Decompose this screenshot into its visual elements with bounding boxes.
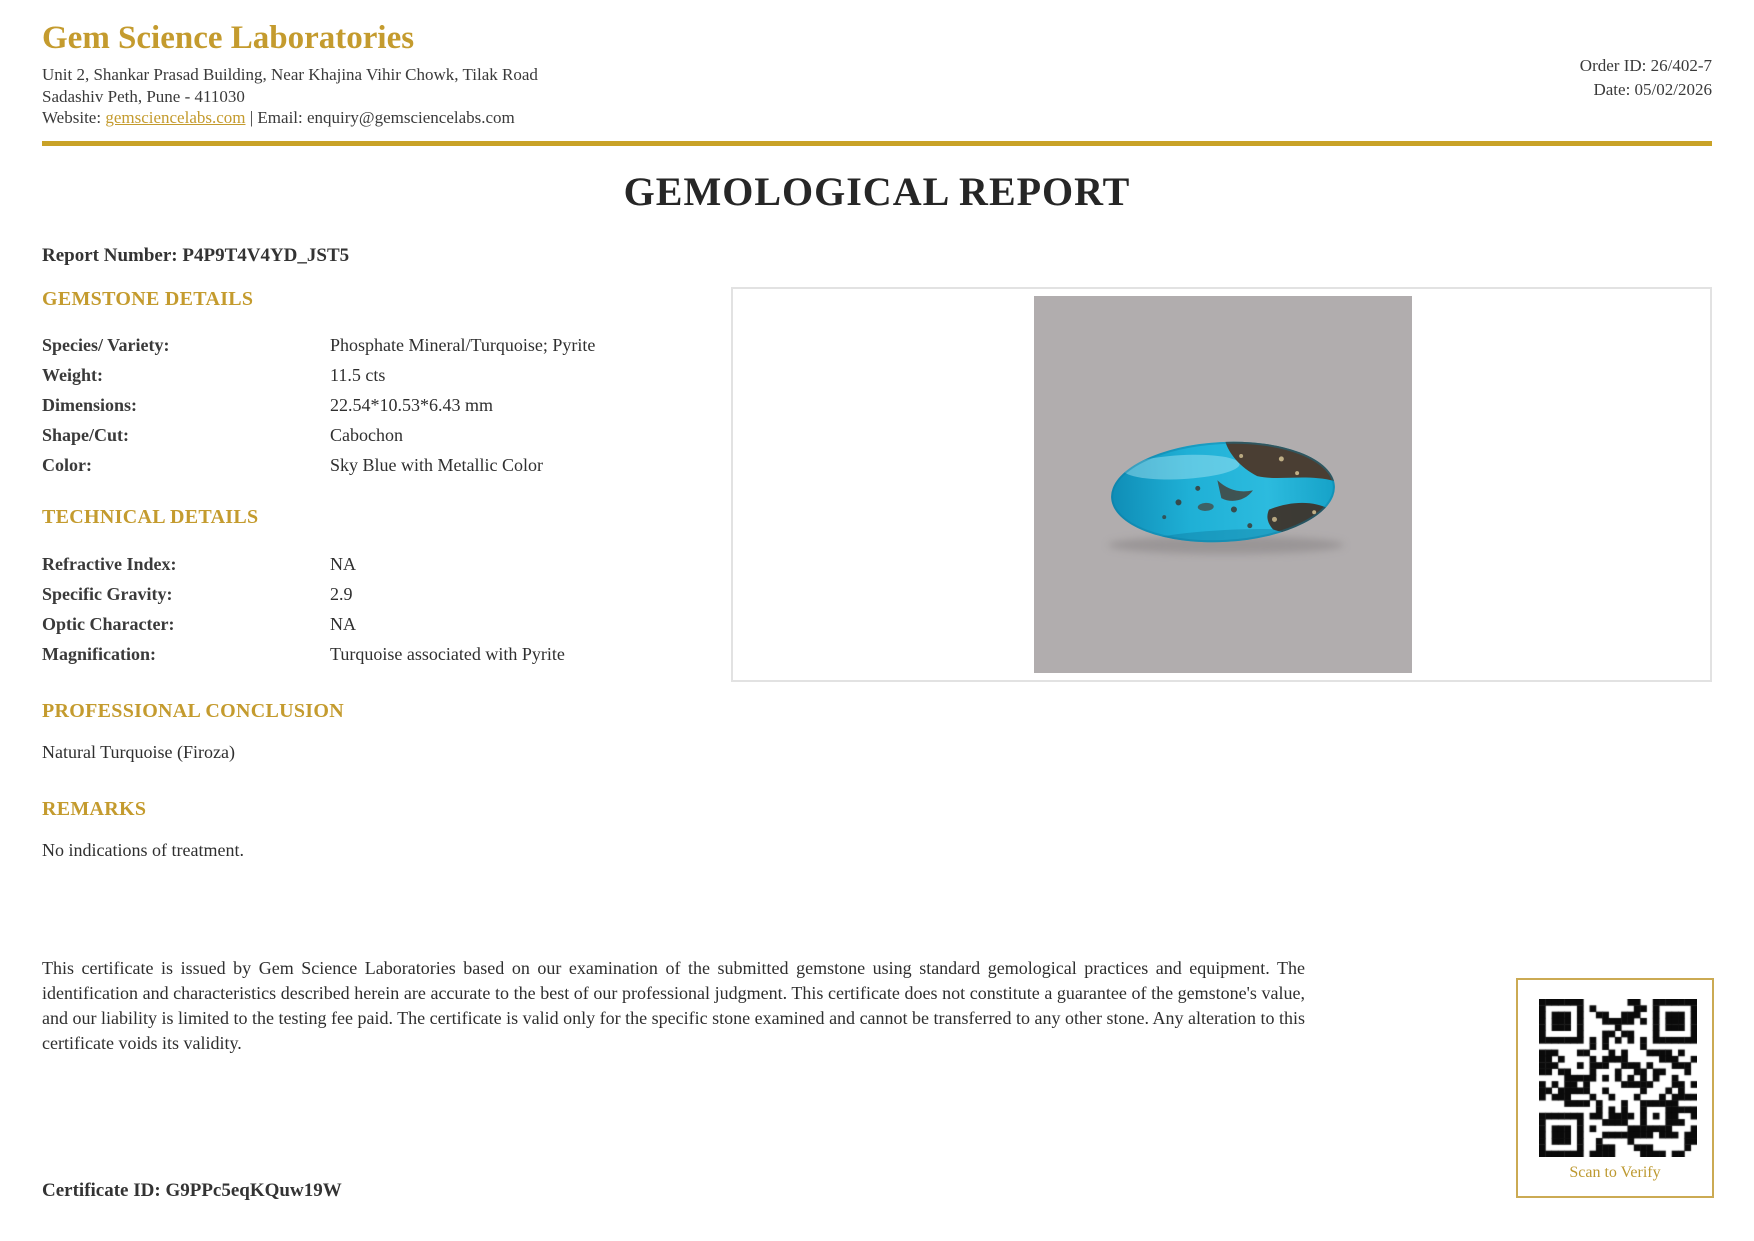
table-row bbox=[42, 639, 565, 669]
company-name: Gem Science Laboratories bbox=[42, 20, 415, 56]
gem-image bbox=[1034, 296, 1412, 673]
row-label: Optic Character: bbox=[42, 614, 175, 634]
gemstone-details-heading: GEMSTONE DETAILS bbox=[42, 288, 254, 310]
row-label: Shape/Cut: bbox=[42, 425, 130, 445]
report-number bbox=[42, 245, 349, 267]
certificate-id bbox=[42, 1180, 342, 1202]
report-date: Date: 05/02/2026 bbox=[1593, 80, 1712, 99]
address-line-2: Sadashiv Peth, Pune - 411030 bbox=[42, 86, 245, 106]
report-number-label: Report Number: bbox=[42, 245, 178, 266]
row-label: Magnification: bbox=[42, 644, 156, 664]
table-row bbox=[42, 330, 595, 360]
row-value: 2.9 bbox=[330, 584, 353, 604]
row-value: 11.5 cts bbox=[330, 365, 386, 385]
row-label: Specific Gravity: bbox=[42, 584, 173, 604]
gem-photo bbox=[1034, 296, 1412, 673]
certificate-id-value: G9PPc5eqKQuw19W bbox=[165, 1180, 342, 1201]
row-value: Sky Blue with Metallic Color bbox=[330, 455, 543, 475]
row-value: NA bbox=[330, 554, 356, 574]
email-value: enquiry@gemsciencelabs.com bbox=[307, 108, 515, 127]
address-line-1: Unit 2, Shankar Prasad Building, Near Khajina Vihir Chowk, Tilak Road bbox=[42, 65, 538, 84]
technical-details-table bbox=[42, 549, 565, 669]
remarks-text: No indications of treatment. bbox=[42, 840, 244, 860]
row-value: NA bbox=[330, 614, 356, 634]
gemstone-details-table bbox=[42, 330, 595, 480]
website-label: Website: bbox=[42, 108, 102, 127]
contact-separator: | bbox=[249, 108, 254, 127]
qr-caption: Scan to Verify bbox=[1569, 1164, 1661, 1181]
table-row bbox=[42, 579, 565, 609]
email-label: Email: bbox=[257, 108, 303, 127]
order-id: Order ID: 26/402-7 bbox=[1579, 56, 1712, 75]
row-value: Cabochon bbox=[330, 425, 403, 445]
row-label: Refractive Index: bbox=[42, 554, 177, 574]
contact-line bbox=[42, 107, 538, 129]
row-label: Dimensions: bbox=[42, 395, 138, 415]
table-row bbox=[42, 420, 595, 450]
company-address bbox=[42, 64, 538, 129]
row-value: 22.54*10.53*6.43 mm bbox=[330, 395, 494, 415]
disclaimer-text: This certificate is issued by Gem Science Laboratories based on our examination of the submitted gemstone using standard gemological practices and equipment. The identification and characteristics described herein are accurate to the best of our professional judgment. This certificate does not constitute a guarantee of the gemstone's value, and our liability is limited to the testing fee paid. The certificate is valid only for the specific stone examined and cannot be transferred to any other stone. Any alteration to this certificate voids its validity. bbox=[42, 958, 1305, 1053]
certificate-id-label: Certificate ID: bbox=[42, 1180, 161, 1201]
table-row bbox=[42, 609, 565, 639]
table-row bbox=[42, 360, 595, 390]
conclusion-heading: PROFESSIONAL CONCLUSION bbox=[42, 700, 344, 722]
remarks-heading: REMARKS bbox=[42, 798, 147, 820]
row-value: Phosphate Mineral/Turquoise; Pyrite bbox=[330, 335, 596, 355]
table-row bbox=[42, 390, 595, 420]
conclusion-text: Natural Turquoise (Firoza) bbox=[42, 742, 235, 762]
website-link[interactable]: gemsciencelabs.com bbox=[105, 108, 246, 127]
qr-verification-box bbox=[1516, 978, 1714, 1198]
row-label: Species/ Variety: bbox=[42, 335, 170, 355]
report-number-value: P4P9T4V4YD_JST5 bbox=[182, 245, 350, 266]
row-label: Weight: bbox=[42, 365, 103, 385]
order-info bbox=[1580, 54, 1712, 102]
header-divider bbox=[42, 141, 1712, 146]
table-row bbox=[42, 549, 565, 579]
page-title: GEMOLOGICAL REPORT bbox=[623, 169, 1131, 214]
qr-code bbox=[1539, 999, 1697, 1157]
row-label: Color: bbox=[42, 455, 92, 475]
row-value: Turquoise associated with Pyrite bbox=[330, 644, 565, 664]
technical-details-heading: TECHNICAL DETAILS bbox=[42, 506, 259, 528]
table-row bbox=[42, 450, 595, 480]
